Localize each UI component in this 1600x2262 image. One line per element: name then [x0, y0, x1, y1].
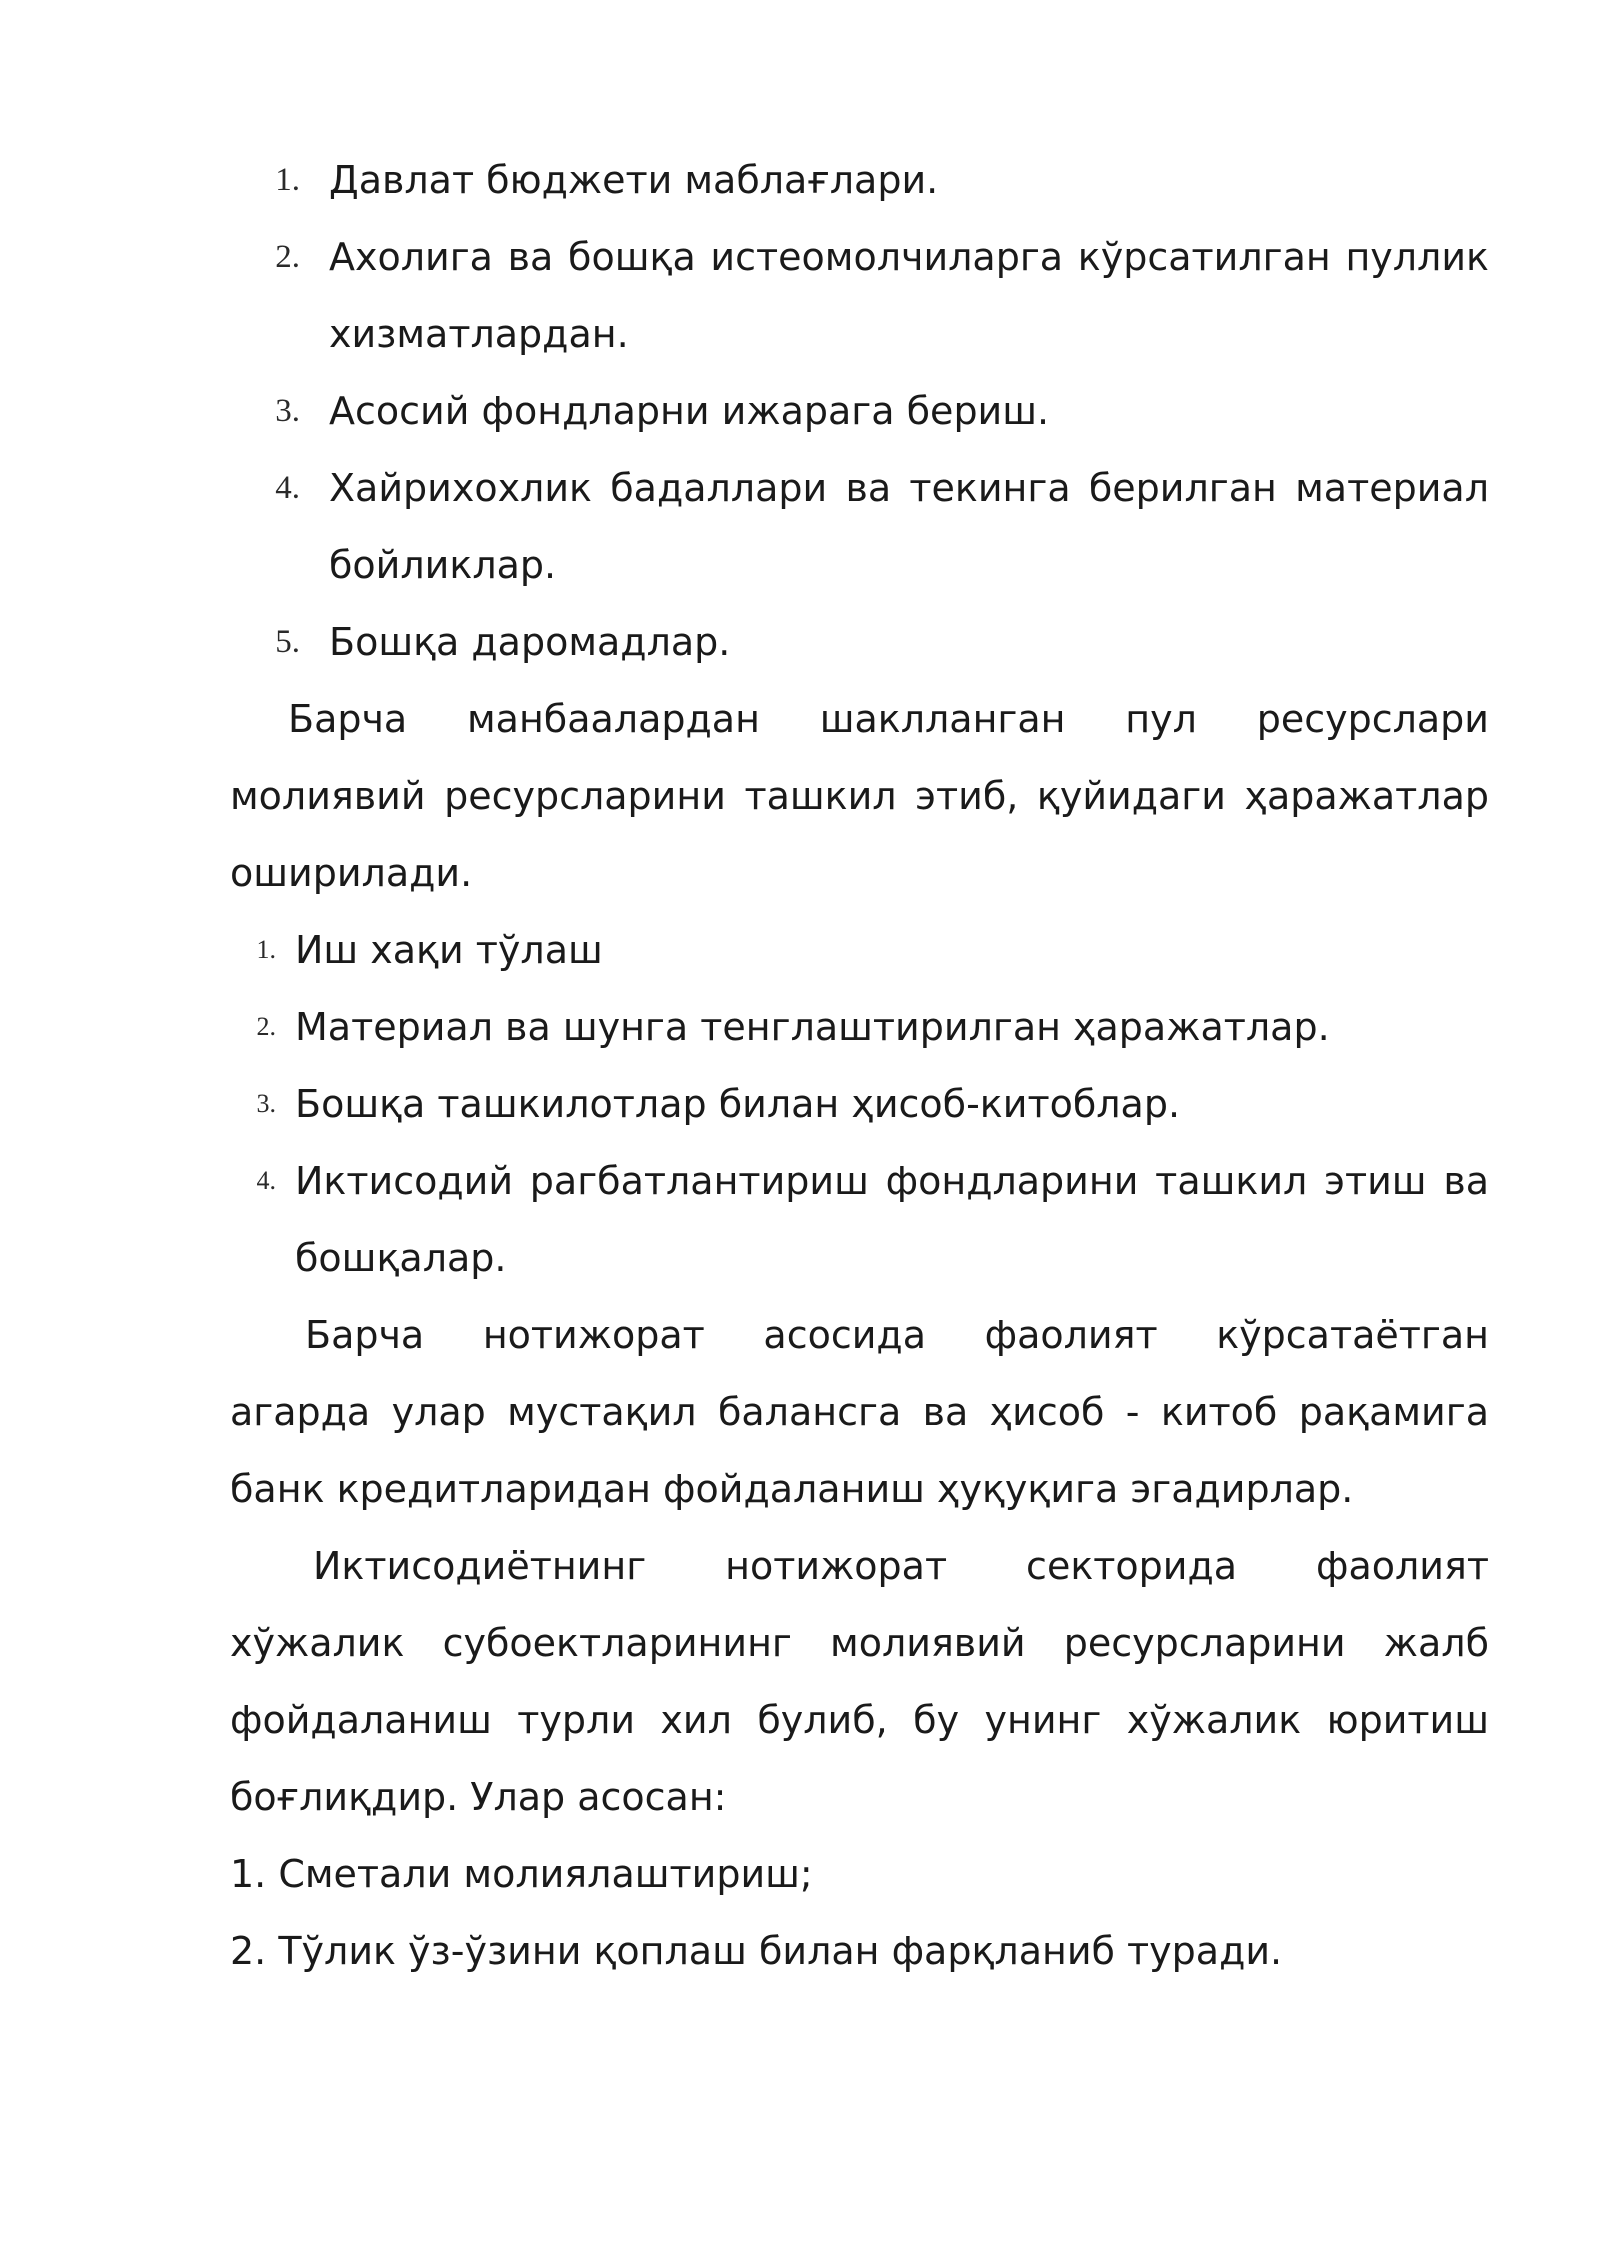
list1-item4-number: 4.	[275, 470, 300, 506]
list1-item4-text-cont: бойликлар.	[329, 543, 557, 587]
paragraph1-line3: оширилади.	[230, 851, 473, 895]
paragraph3-line1: Иктисодиётнинг нотижорат секторида фаолият	[313, 1544, 1489, 1588]
list1-item5-number: 5.	[275, 624, 300, 660]
list1-item3-text: Асосий фондларни ижарага бериш.	[329, 389, 1050, 433]
paragraph1-line2: молиявий ресурсларини ташкил этиб, қуйидаги ҳаражатлар	[230, 774, 1489, 818]
list2-item2-text: Материал ва шунга тенглаштирилган ҳаражатлар.	[295, 1005, 1330, 1049]
paragraph3-line2: хўжалик субоектларининг молиявий ресурсларини жалб	[230, 1621, 1489, 1665]
list2-item4-text-cont: бошқалар.	[295, 1236, 507, 1280]
list1-item3-number: 3.	[275, 393, 300, 429]
list2-item4-number: 4.	[256, 1166, 276, 1195]
list2-item4-text: Иктисодий рагбатлантириш фондларини ташкил этиш ва	[295, 1159, 1489, 1203]
list2-item3-text: Бошқа ташкилотлар билан ҳисоб-китоблар.	[295, 1082, 1181, 1126]
list1-item1-text: Давлат бюджети маблағлари.	[329, 158, 939, 202]
list1-item2-text-cont: хизматлардан.	[329, 312, 629, 356]
paragraph1-line1: Барча манбаалардан шаклланган пул ресурслари	[288, 697, 1489, 741]
paragraph3-line4: боғлиқдир. Улар асосан:	[230, 1775, 727, 1819]
final-item1: 1. Сметали молиялаштириш;	[230, 1852, 813, 1896]
paragraph3-line3: фойдаланиш турли хил булиб, бу унинг хўжалик юритиш	[230, 1698, 1489, 1742]
list1-item5-text: Бошқа даромадлар.	[329, 620, 731, 664]
paragraph2-line3: банк кредитларидан фойдаланиш ҳуқуқига эгадирлар.	[230, 1467, 1354, 1511]
paragraph2-line1: Барча нотижорат асосида фаолият кўрсатаётган	[305, 1313, 1489, 1357]
final-item2: 2. Тўлик ўз-ўзини қоплаш билан фарқланиб туради.	[230, 1929, 1283, 1973]
list2-item1-text: Иш хақи тўлаш	[295, 928, 603, 972]
list1-item4-text: Хайрихохлик бадаллари ва текинга берилган материал	[329, 466, 1489, 510]
list2-item1-number: 1.	[256, 935, 276, 964]
list2-item2-number: 2.	[256, 1012, 276, 1041]
paragraph2-line2: агарда улар мустақил балансга ва ҳисоб - китоб рақамига	[230, 1390, 1489, 1434]
list1-item1-number: 1.	[275, 162, 300, 198]
list2-item3-number: 3.	[256, 1089, 276, 1118]
list1-item2-text: Ахолига ва бошқа истеомолчиларга кўрсатилган пуллик	[329, 235, 1489, 279]
list1-item2-number: 2.	[275, 239, 300, 275]
